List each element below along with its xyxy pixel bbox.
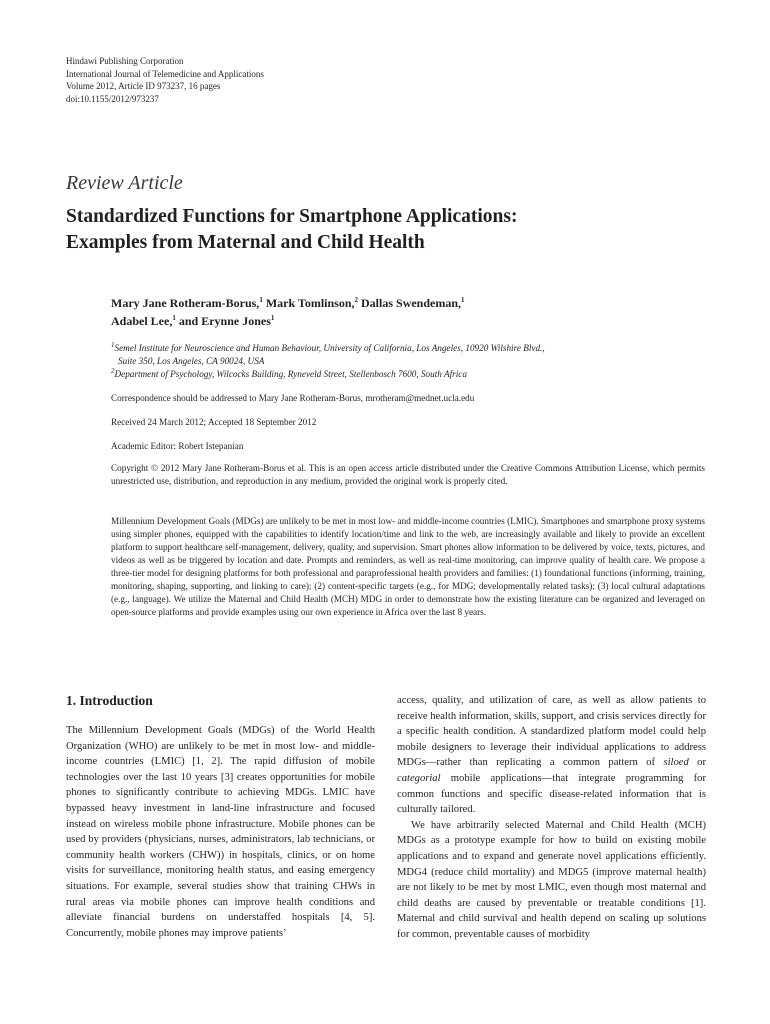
received-dates: Received 24 March 2012; Accepted 18 September 2012 (111, 417, 317, 427)
body-paragraph: We have arbitrarily selected Maternal and Child Health (MCH) MDGs as a prototype example for how to build on existing mobile applications and to expand and generate novel applications efficiently. MDG4 (reduce child mortality) and MDG5 (improve maternal health) are not likely to be met by most LMIC, even though most maternal and child deaths are caused by preventable or treatable conditions [1]. Maternal and child survival and health depend on scaling up solutions for common, preventable causes of morbidity (397, 819, 706, 940)
author-name: Mary Jane Rotheram-Borus, (111, 296, 260, 310)
body-paragraph: The Millennium Development Goals (MDGs) of the World Health Organization (WHO) are unlikely to be met in most low- and middle-income countries (LMIC) [1, 2]. The rapid diffusion of mobile technologies over the last 10 years [3] creates opportunities for mobile phones to significantly contribute to achieving MDGs. LMIC have bypassed heavy investment in land-line infrastructure and focused instead on wireless mobile phone infrastructure. Mobile phones can be used by providers (physicians, nurses, administrators, lab technicians, or community health workers (CHW)) in hospitals, clinics, or on home visits for surveillance, monitoring health status, and easing emergency situations. For example, several studies show that training CHWs in rural areas via mobile phones can improve health conditions and alleviate financial burdens on understaffed hospitals [4, 5]. Concurrently, mobile phones may improve patients’ (66, 725, 375, 939)
body-column-left (66, 723, 375, 941)
title-line-1: Standardized Functions for Smartphone Applications: (66, 206, 518, 227)
journal-header (66, 55, 264, 105)
author-line-1 (111, 294, 465, 312)
title-line-2: Examples from Maternal and Child Health (66, 232, 425, 253)
affiliation-marker: 1 (270, 314, 275, 322)
doi-line: doi:10.1155/2012/973237 (66, 93, 159, 104)
affiliation-marker: 1 (172, 314, 176, 322)
body-paragraph: access, quality, and utilization of care, as well as allow patients to receive health information, skills, support, and crisis services directly for a specific health condition. A standardized platform model could help mobile designers to leverage their individual applications to address MDGs—rather than replicating a common pattern of siloed or categorial mobile applications—that integrate programming for common functions and specific disease-related information that is culturally tailored. (397, 695, 706, 816)
section-heading: 1. Introduction (66, 693, 153, 708)
author-list (111, 294, 465, 330)
affiliation-number: 1 (111, 340, 115, 349)
journal-line: International Journal of Telemedicine and Applications (66, 68, 264, 79)
volume-line: Volume 2012, Article ID 973237, 16 pages (66, 81, 221, 91)
affiliation-number: 2 (111, 366, 115, 375)
academic-editor: Academic Editor: Robert Istepanian (111, 441, 244, 451)
body-column-right (397, 693, 706, 943)
affiliation-marker: 1 (259, 296, 263, 304)
affiliation-marker: 2 (354, 296, 359, 304)
author-name: Adabel Lee, (111, 314, 173, 328)
author-name: Dallas Swendeman, (361, 296, 462, 310)
author-name: and Erynne Jones (178, 314, 271, 328)
affiliation-2: $^2$Department of Psychology, Wilcocks Building, Ryneveld Street, Stellenbosch 7600, South Africa (111, 366, 467, 379)
abstract: Millennium Development Goals (MDGs) are unlikely to be met in most low- and middle-income countries (LMIC). Smartphones and smartphone proxy systems using simpler phones, equipped with the capabilities to identify location/time and link to the web, are increasingly available and likely to provide an excellent platform to support healthcare self-management, delivery, quality, and supervision. Smart phones allow information to be delivered by voice, texts, pictures, and videos as well as be triggered by location and date. Prompts and reminders, as well as real-time monitoring, can improve quality of health care. We propose a three-tier model for designing platforms for both professional and paraprofessional health providers and families: (1) foundational functions (informing, training, monitoring, shaping, supporting, and linking to care); (2) content-specific targets (e.g., for MDG; developmentally related tasks); (3) local cultural adaptations (e.g., language). We utilize the Maternal and Child Health (MCH) MDG in order to demonstrate how the existing literature can be organized and leveraged on open-source platforms and provide examples using our own experience in Africa over the last 8 years. (111, 516, 705, 617)
article-type: Review Article (66, 172, 183, 194)
affiliation-1-cont: Suite 350, Los Angeles, CA 90024, USA (118, 356, 265, 366)
correspondence: Correspondence should be addressed to Mary Jane Rotheram-Borus, mrotheram@mednet.ucla.edu (111, 393, 475, 403)
affiliations (111, 342, 545, 381)
copyright-notice: Copyright © 2012 Mary Jane Rotheram-Borus et al. This is an open access article distributed under the Creative Commons Attribution License, which permits unrestricted use, distribution, and reproduction in any medium, provided the original work is properly cited. (111, 463, 705, 486)
paper-title (66, 204, 706, 256)
publisher-line: Hindawi Publishing Corporation (66, 56, 184, 66)
author-line-2 (111, 312, 465, 330)
affiliation-marker: 1 (461, 296, 465, 304)
author-name: Mark Tomlinson, (265, 296, 355, 310)
affiliation-1: $^1$Semel Institute for Neuroscience and Human Behaviour, University of California, Los Angeles, 10920 Wilshire Blvd., (111, 340, 545, 353)
